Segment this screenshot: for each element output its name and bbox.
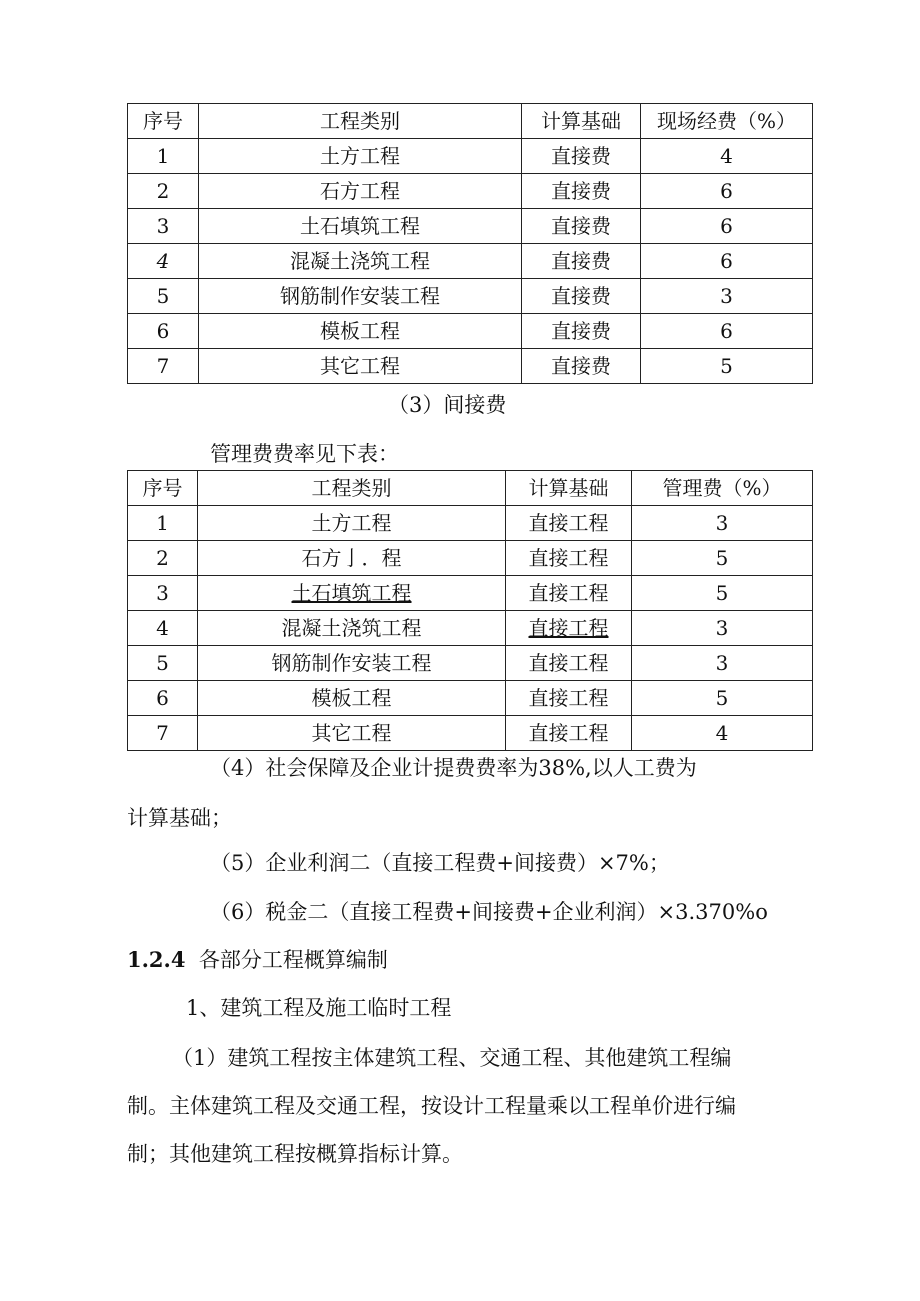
col-header-rate: 现场经费（%） (641, 104, 813, 139)
table-row (128, 646, 813, 681)
section-number: 1.2.4 (127, 947, 186, 972)
table-row (128, 139, 813, 174)
cell-category: 石方工程 (199, 174, 522, 209)
col-header-basis: 计算基础 (506, 471, 632, 506)
table2-intro: 管理费费率见下表： (210, 442, 399, 466)
cell-index: 2 (128, 541, 198, 576)
cell-rate: 6 (641, 174, 813, 209)
cell-rate: 4 (641, 139, 813, 174)
cell-basis: 直接费 (522, 139, 641, 174)
cell-rate: 3 (632, 611, 813, 646)
cell-category: 土方工程 (198, 506, 506, 541)
management-fee-table (127, 470, 813, 751)
cell-basis: 直接工程 (506, 681, 632, 716)
paragraph-building-line1: （1）建筑工程按主体建筑工程、交通工程、其他建筑工程编 (172, 1046, 732, 1070)
cell-basis: 直接工程 (506, 716, 632, 751)
col-header-category: 工程类别 (199, 104, 522, 139)
cell-rate: 6 (641, 244, 813, 279)
cell-category: 钢筋制作安装工程 (199, 279, 522, 314)
table-row (128, 279, 813, 314)
paragraph-building-line2: 制。主体建筑工程及交通工程，按设计工程量乘以工程单价进行编 (127, 1094, 736, 1118)
cell-category: 钢筋制作安装工程 (198, 646, 506, 681)
cell-basis: 直接工程 (506, 506, 632, 541)
cell-basis: 直接费 (522, 279, 641, 314)
cell-basis: 直接费 (522, 349, 641, 384)
cell-rate: 3 (632, 506, 813, 541)
site-expense-table (127, 103, 813, 384)
table-row (128, 174, 813, 209)
cell-basis: 直接工程 (506, 541, 632, 576)
cell-category: 其它工程 (199, 349, 522, 384)
cell-rate: 4 (632, 716, 813, 751)
cell-category: 土石填筑工程 (198, 576, 506, 611)
table-row (128, 541, 813, 576)
cell-index: 2 (128, 174, 199, 209)
table-row (128, 576, 813, 611)
cell-basis: 直接费 (522, 174, 641, 209)
table-row (128, 349, 813, 384)
paragraph-social-security-line1: （4）社会保障及企业计提费费率为38%,以人工费为 (210, 756, 697, 780)
table-row (128, 681, 813, 716)
cell-index: 7 (128, 349, 199, 384)
cell-basis: 直接费 (522, 244, 641, 279)
paragraph-tax: （6）税金二（直接工程费+间接费+企业利润）×3.370%o (210, 900, 768, 924)
paragraph-enterprise-profit: （5）企业利润二（直接工程费+间接费）×7%； (210, 851, 670, 875)
col-header-rate: 管理费（%） (632, 471, 813, 506)
cell-category: 土方工程 (199, 139, 522, 174)
cell-basis: 直接工程 (506, 576, 632, 611)
cell-category: 混凝土浇筑工程 (199, 244, 522, 279)
cell-category: 模板工程 (199, 314, 522, 349)
table-row (128, 244, 813, 279)
table-header-row (128, 104, 813, 139)
cell-rate: 5 (641, 349, 813, 384)
cell-rate: 5 (632, 681, 813, 716)
subheading-building-works: 1、建筑工程及施工临时工程 (186, 996, 452, 1020)
cell-index: 5 (128, 646, 198, 681)
cell-basis: 直接工程 (506, 611, 632, 646)
cell-index: 6 (128, 681, 198, 716)
col-header-index: 序号 (128, 471, 198, 506)
cell-rate: 5 (632, 541, 813, 576)
cell-index: 5 (128, 279, 199, 314)
cell-basis: 直接工程 (506, 646, 632, 681)
cell-category: 土石填筑工程 (199, 209, 522, 244)
table-row (128, 506, 813, 541)
cell-index: 1 (128, 139, 199, 174)
paragraph-social-security-line2: 计算基础； (127, 806, 232, 830)
table-row (128, 611, 813, 646)
col-header-index: 序号 (128, 104, 199, 139)
table-row (128, 209, 813, 244)
col-header-basis: 计算基础 (522, 104, 641, 139)
cell-index: 7 (128, 716, 198, 751)
cell-rate: 5 (632, 576, 813, 611)
cell-rate: 3 (632, 646, 813, 681)
section-heading (127, 948, 388, 972)
col-header-category: 工程类别 (198, 471, 506, 506)
cell-rate: 3 (641, 279, 813, 314)
cell-basis: 直接费 (522, 209, 641, 244)
cell-category: 其它工程 (198, 716, 506, 751)
cell-index: 1 (128, 506, 198, 541)
cell-category: 石方亅．程 (198, 541, 506, 576)
cell-index: 3 (128, 209, 199, 244)
cell-index: 4 (128, 244, 199, 279)
cell-category: 混凝土浇筑工程 (198, 611, 506, 646)
table-header-row (128, 471, 813, 506)
cell-rate: 6 (641, 314, 813, 349)
cell-basis: 直接费 (522, 314, 641, 349)
cell-index: 6 (128, 314, 199, 349)
cell-index: 3 (128, 576, 198, 611)
cell-category: 模板工程 (198, 681, 506, 716)
cell-index: 4 (128, 611, 198, 646)
cell-rate: 6 (641, 209, 813, 244)
table-row (128, 716, 813, 751)
section-heading-text: 各部分工程概算编制 (198, 948, 388, 972)
section-title-indirect-cost: （3）间接费 (388, 393, 507, 417)
paragraph-building-line3: 制；其他建筑工程按概算指标计算。 (127, 1142, 463, 1166)
table-row (128, 314, 813, 349)
